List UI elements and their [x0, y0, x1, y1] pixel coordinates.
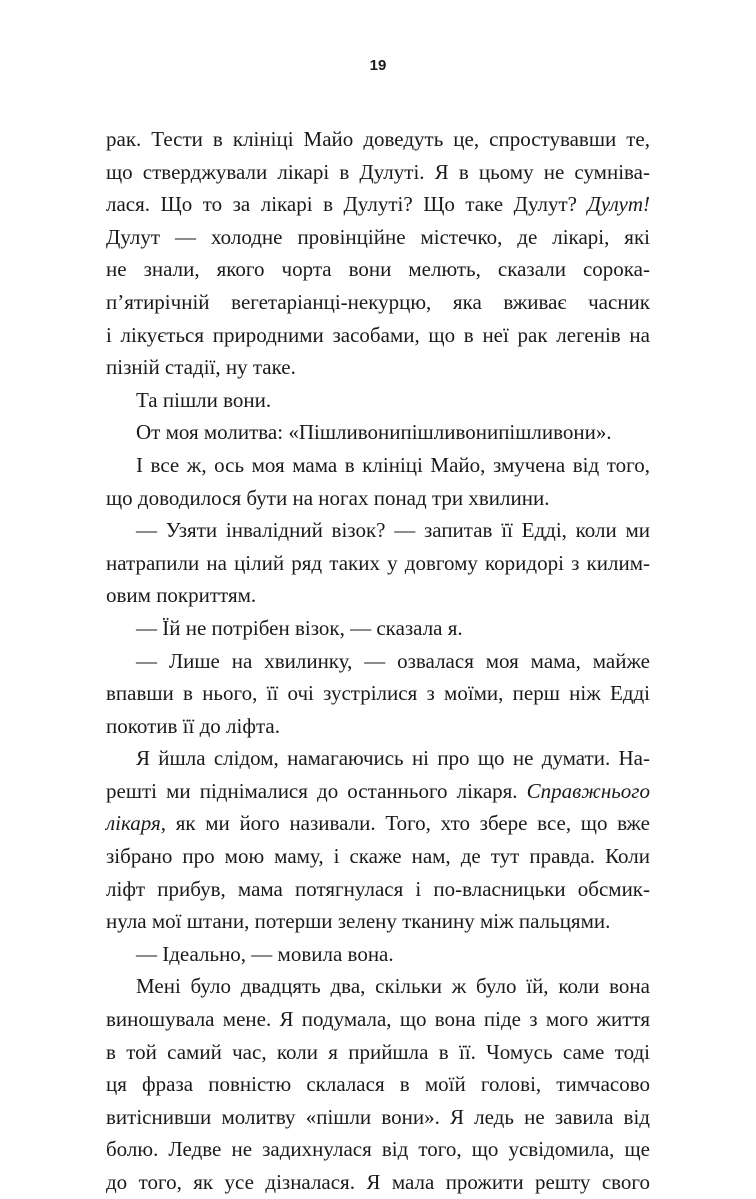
text-line: І все ж, ось моя мама в клініці Майо, змучена від того, [136, 452, 650, 477]
text-body [106, 123, 650, 1199]
italic-text: Дулут! [587, 192, 650, 217]
page-number: 19 [369, 57, 387, 74]
text-line: натрапили на цілий ряд таких у довгому коридорі з килим- [106, 550, 650, 575]
text-line: покотив її до ліфта. [106, 713, 280, 738]
text-line [106, 188, 650, 221]
text-segment: , як ми його називали. Того, хто збере все, що вже [160, 811, 650, 836]
text-line: що стверджували лікарі в Дулуті. Я в цьому не сумніва- [106, 159, 650, 184]
text-line: — Узяти інвалідний візок? — запитав її Едді, коли ми [136, 518, 650, 543]
text-line: витіснивши молитву «пішли вони». Я ледь не завила від [106, 1104, 650, 1129]
text-line: впавши в нього, її очі зустрілися з моїми, перш ніж Едді [106, 681, 650, 706]
text-line: — Їй не потрібен візок, — сказала я. [136, 615, 463, 640]
text-line: От моя молитва: «Пішливонипішливонипішливони». [136, 420, 612, 445]
text-line [106, 775, 650, 808]
text-line: болю. Ледве не задихнулася від того, що усвідомила, ще [106, 1137, 650, 1162]
text-segment: решті ми піднімалися до останнього лікаря. [106, 778, 527, 803]
text-line: рак. Тести в клініці Майо доведуть це, спростувавши те, [106, 127, 650, 151]
text-line: і лікується природними засобами, що в неї рак легенів на [106, 322, 650, 347]
text-line: нула мої штани, потерши зелену тканину між пальцями. [106, 909, 611, 934]
text-line: овим покриттям. [106, 583, 257, 608]
text-line: зібрано про мою маму, і скаже нам, де тут правда. Коли [106, 844, 650, 869]
text-segment: лася. Що то за лікарі в Дулуті? Що таке Дулут? [106, 192, 588, 217]
text-line: не знали, якого чорта вони мелють, сказали сорока- [106, 257, 650, 282]
text-line: — Лише на хвилинку, — озвалася моя мама, майже [136, 648, 650, 673]
text-line: Дулут — холодне провінційне містечко, де лікарі, які [106, 224, 650, 249]
text-line: ліфт прибув, мама потягнулася і по-власницьки обсмик- [106, 876, 650, 901]
text-line: п’ятирічній вегетаріанці-некурцю, яка вживає часник [106, 289, 650, 314]
italic-text: Справжнього [526, 778, 650, 803]
text-line: пізній стадії, ну таке. [106, 355, 296, 380]
text-line: в той самий час, коли я прийшла в її. Чомусь саме тоді [106, 1039, 650, 1064]
text-line: що доводилося бути на ногах понад три хвилини. [106, 485, 550, 510]
text-line: Та пішли вони. [136, 387, 272, 412]
text-line [106, 807, 650, 840]
text-line: Я йшла слідом, намагаючись ні про що не думати. На- [136, 746, 650, 771]
text-line: до того, як усе дізналася. Я мала прожити решту свого [106, 1170, 650, 1194]
text-line: ця фраза повністю склалася в моїй голові, тимчасово [106, 1072, 650, 1097]
text-line: Мені було двадцять два, скільки ж було їй, коли вона [136, 974, 650, 999]
text-line: виношувала мене. Я подумала, що вона піде з мого життя [106, 1007, 650, 1032]
text-line: — Ідеально, — мовила вона. [136, 941, 394, 966]
italic-text: лікаря [106, 811, 161, 836]
